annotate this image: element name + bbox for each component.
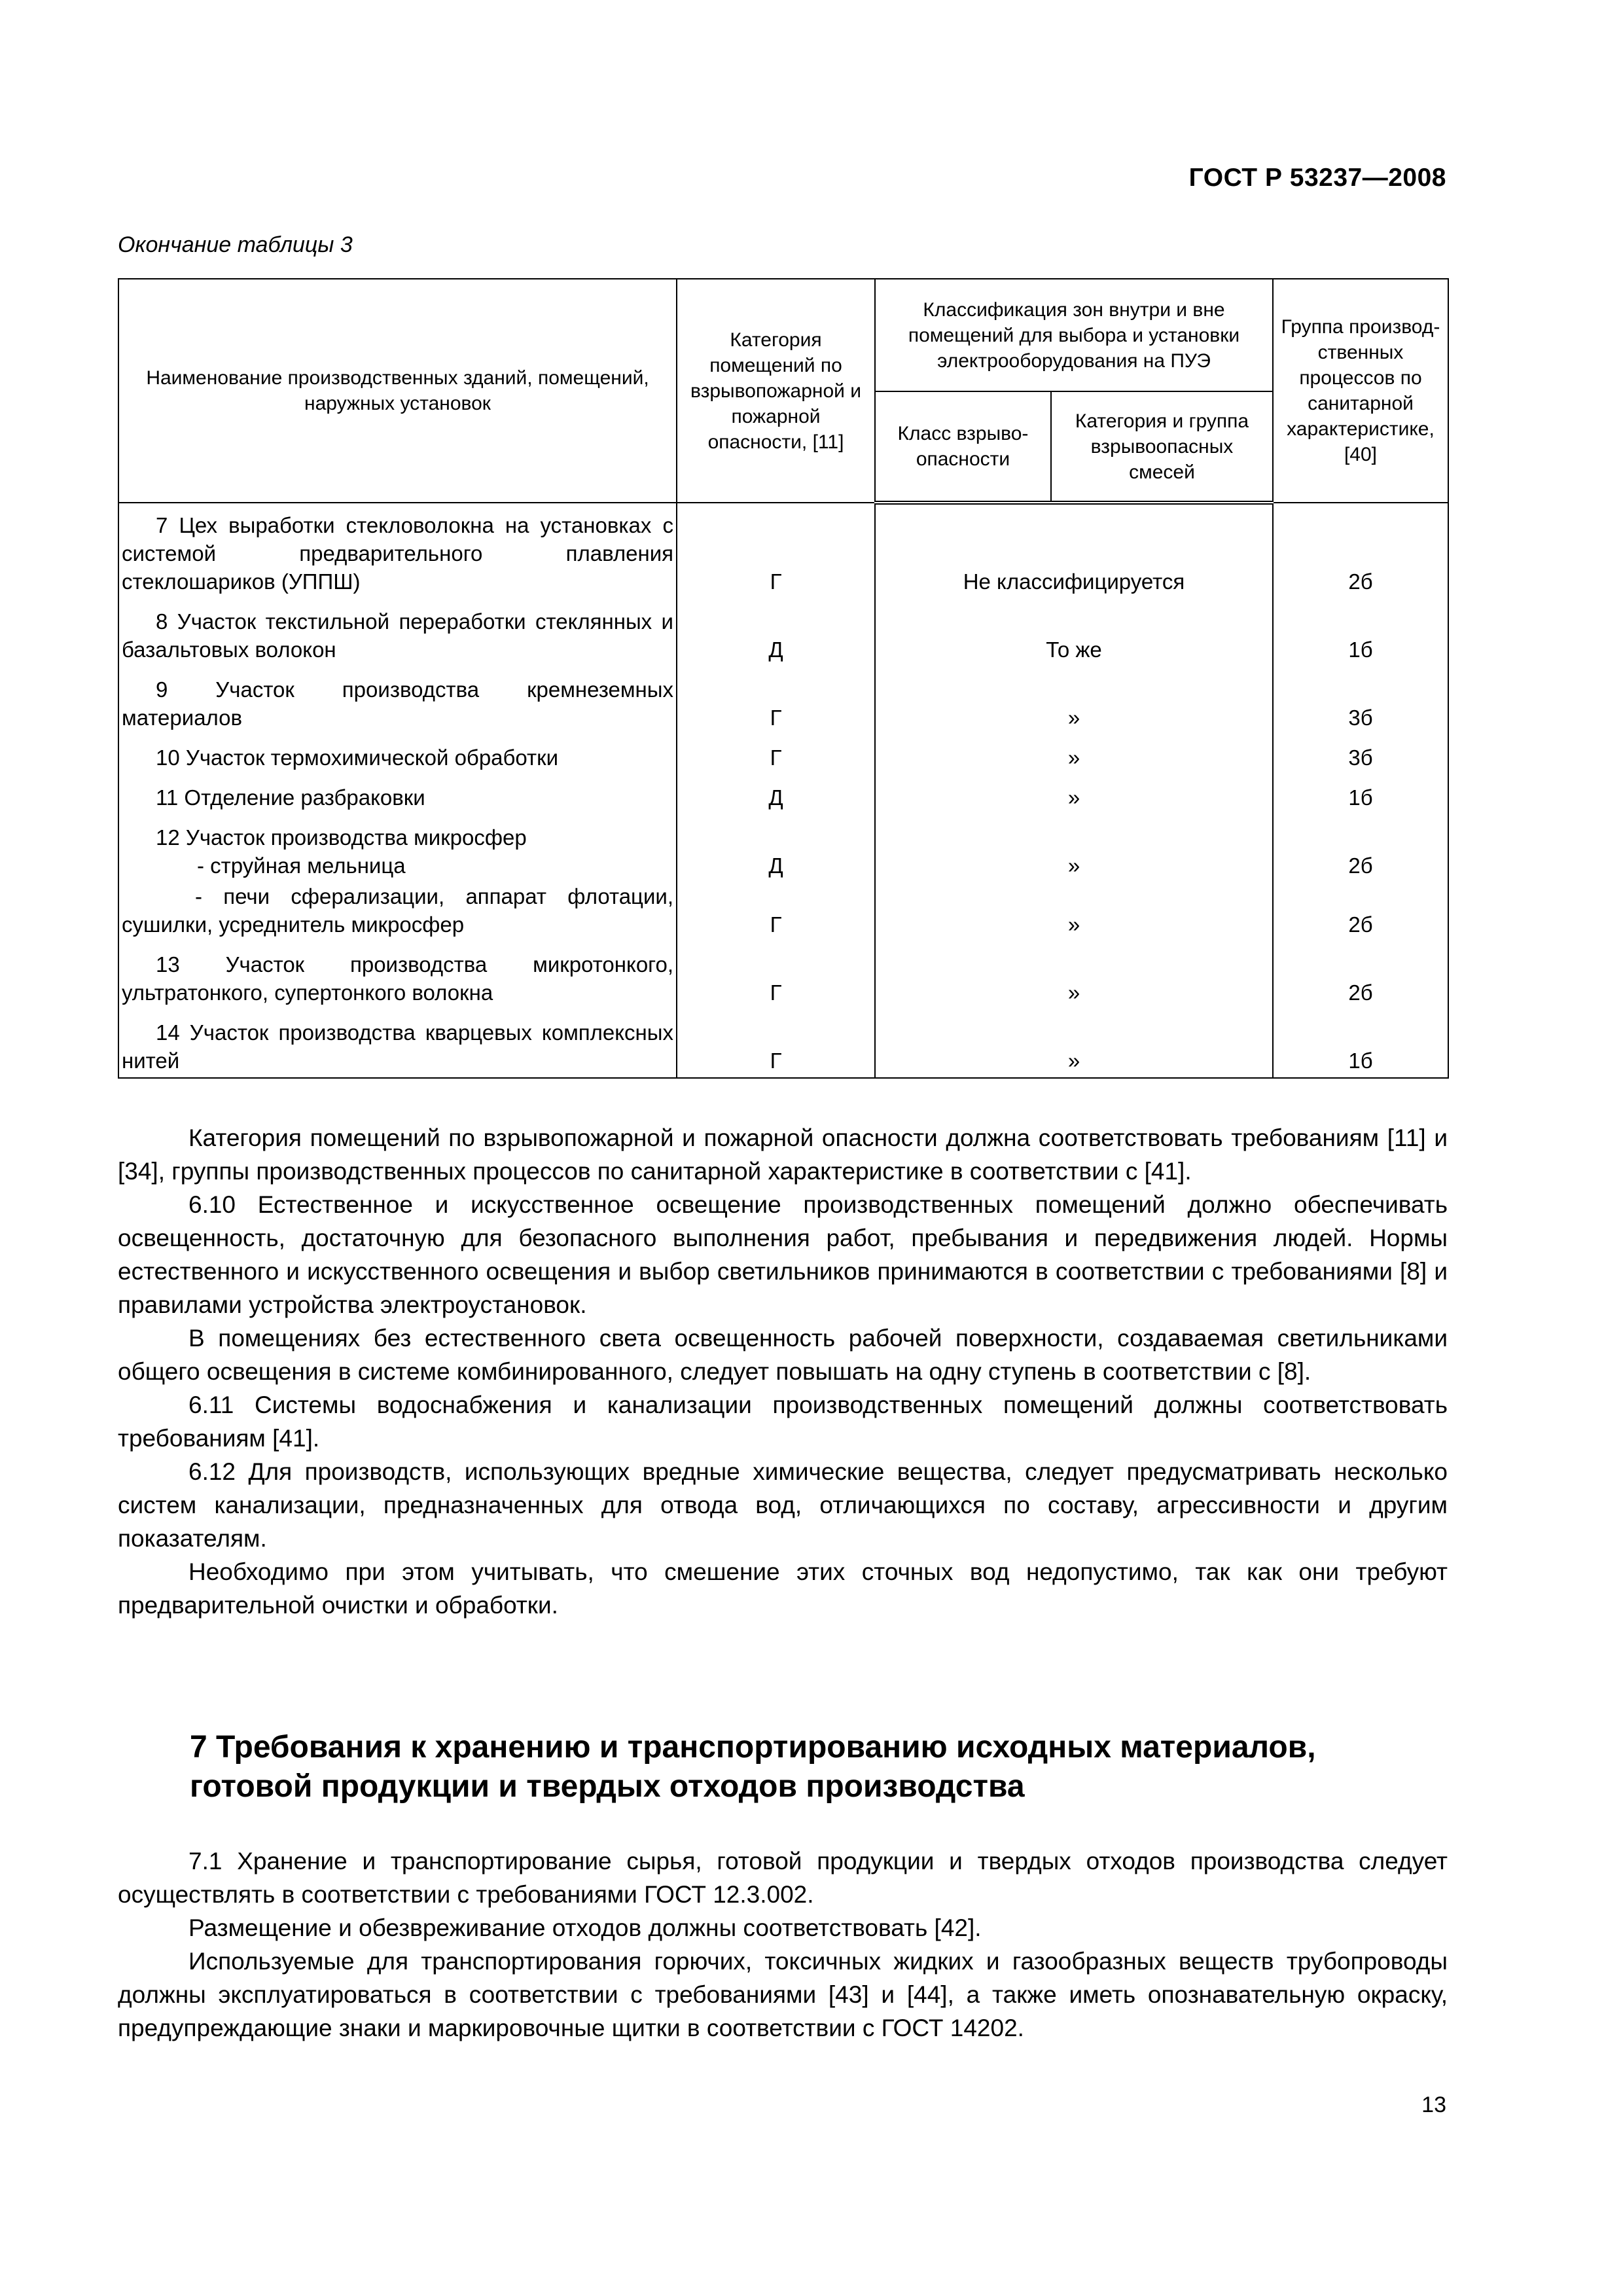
table-row [118, 772, 1448, 812]
classification-table [118, 278, 1449, 1079]
header-mixture-category: Категория и группа взрывоопасных смесей [1051, 391, 1273, 503]
row-name: 14 Участок производства кварцевых комплексных нитей [118, 1007, 677, 1078]
paragraph: Размещение и обезвреживание отходов должны соответствовать [42]. [188, 1914, 982, 1941]
table-caption: Окончание таблицы 3 [118, 232, 353, 257]
row-classification: » [875, 664, 1273, 732]
row-category: Г [677, 503, 875, 596]
header-building-name: Наименование производственных зданий, помещений, наружных установок [118, 279, 677, 503]
row-name: 11 Отделение разбраковки [118, 772, 677, 812]
row-category: Г [677, 664, 875, 732]
row-name: 13 Участок производства микротонкого, ультратонкого, супертонкого волокна [118, 939, 677, 1007]
row-name: 10 Участок термохимической обработки [118, 732, 677, 772]
row-group: 2б [1273, 852, 1448, 880]
row-classification: » [875, 852, 1273, 880]
header-explosion-class: Класс взрыво-опасности [875, 391, 1051, 503]
section-7-title [190, 1728, 1433, 1806]
row-category: Д [677, 596, 875, 664]
paragraph: 6.11 Системы водоснабжения и канализации производственных помещений должны соответствовать требованиям [41]. [118, 1391, 1448, 1452]
row-classification: » [875, 939, 1273, 1007]
row-classification: » [875, 732, 1273, 772]
section-7-text [118, 1844, 1448, 2045]
paragraph: Категория помещений по взрывопожарной и пожарной опасности должна соответствовать требованиям [11] и [34], группы производственных процессов по санитарной характеристике в соответствии с [41]. [118, 1124, 1448, 1185]
row-name: - струйная мельница [118, 852, 677, 880]
section-title-line: 7 Требования к хранению и транспортированию исходных материалов, [190, 1730, 1316, 1765]
row-classification: То же [875, 596, 1273, 664]
row-group: 3б [1273, 664, 1448, 732]
paragraph: Используемые для транспортирования горючих, токсичных жидких и газообразных веществ трубопроводы должны эксплуатироваться в соответствии с требованиями [43] и [44], а также иметь опознавательную окраску, предупреждающие знаки и маркировочные щитки в соответствии с ГОСТ 14202. [118, 1948, 1448, 2041]
table-row [118, 732, 1448, 772]
row-classification [875, 812, 1273, 852]
row-classification: » [875, 880, 1273, 939]
row-category: Г [677, 732, 875, 772]
header-zone-classification: Классификация зон внутри и вне помещений для выбора и установки электрооборудования на ПУЭ [875, 279, 1273, 391]
paragraph: 7.1 Хранение и транспортирование сырья, готовой продукции и твердых отходов производства следует осуществлять в соответствии с требованиями ГОСТ 12.3.002. [118, 1848, 1448, 1908]
header-fire-category: Категория помещений по взрывопожарной и пожарной опасности, [11] [677, 279, 875, 503]
table-row [118, 852, 1448, 880]
row-category: Д [677, 852, 875, 880]
table-row [118, 664, 1448, 732]
section-6-text [118, 1121, 1448, 1622]
row-category [677, 812, 875, 852]
row-group: 1б [1273, 596, 1448, 664]
paragraph: 6.10 Естественное и искусственное освещение производственных помещений должно обеспечивать освещенность, достаточную для безопасного выполнения работ, пребывания и передвижения людей. Нормы естественного и искусственного освещения и выбор светильников принимаются в соответствии с требованиями [8] и правилами устройства электроустановок. [118, 1191, 1448, 1318]
paragraph: Необходимо при этом учитывать, что смешение этих сточных вод недопустимо, так как они требуют предварительной очистки и обработки. [118, 1558, 1448, 1619]
row-group: 1б [1273, 772, 1448, 812]
table-row [118, 1007, 1448, 1078]
row-name: 12 Участок производства микросфер [118, 812, 677, 852]
row-group: 3б [1273, 732, 1448, 772]
row-name: 9 Участок производства кремнеземных материалов [118, 664, 677, 732]
table-row [118, 812, 1448, 852]
row-category: Г [677, 939, 875, 1007]
row-category: Д [677, 772, 875, 812]
page-number: 13 [1421, 2092, 1446, 2117]
table-row [118, 503, 1448, 596]
row-classification: » [875, 772, 1273, 812]
row-name: 8 Участок текстильной переработки стеклянных и базальтовых волокон [118, 596, 677, 664]
row-category: Г [677, 1007, 875, 1078]
document-code: ГОСТ Р 53237—2008 [1188, 164, 1446, 192]
table-row [118, 596, 1448, 664]
paragraph: В помещениях без естественного света освещенность рабочей поверхности, создаваемая светильниками общего освещения в системе комбинированного, следует повышать на одну ступень в соответствии с [8]. [118, 1325, 1448, 1385]
row-classification: » [875, 1007, 1273, 1078]
row-group: 2б [1273, 503, 1448, 596]
table-row [118, 880, 1448, 939]
row-group: 2б [1273, 939, 1448, 1007]
row-name: - печи сферализации, аппарат флотации, сушилки, усреднитель микросфер [118, 880, 677, 939]
table-row [118, 939, 1448, 1007]
header-sanitary-group: Группа производ-ственных процессов по санитарной характеристике, [40] [1273, 279, 1448, 503]
row-group [1273, 812, 1448, 852]
row-classification: Не классифицируется [875, 503, 1273, 596]
section-title-line: готовой продукции и твердых отходов производства [190, 1769, 1025, 1804]
row-name: 7 Цех выработки стекловолокна на установках с системой предварительного плавления стеклошариков (УППШ) [118, 503, 677, 596]
row-group: 2б [1273, 880, 1448, 939]
row-group: 1б [1273, 1007, 1448, 1078]
paragraph: 6.12 Для производств, использующих вредные химические вещества, следует предусматривать несколько систем канализации, предназначенных для отвода вод, отличающихся по составу, агрессивности и другим показателям. [118, 1458, 1448, 1552]
row-category: Г [677, 880, 875, 939]
